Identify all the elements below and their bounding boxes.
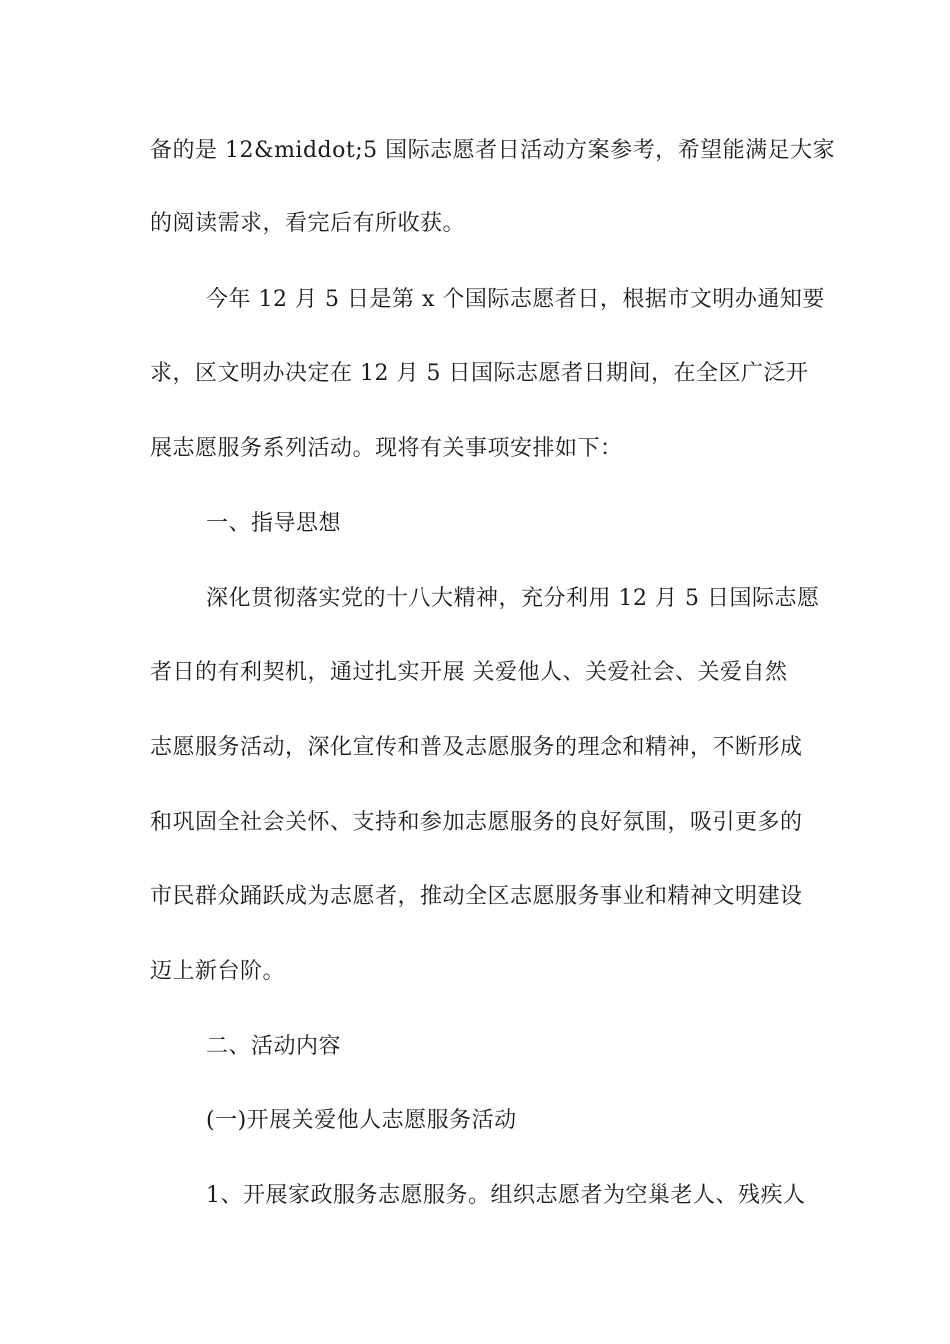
paragraph-2-line-2: 者日的有利契机，通过扎实开展 关爱他人、关爱社会、关爱自然	[150, 660, 788, 685]
paragraph-1-line-2: 求，区文明办决定在 12 月 5 日国际志愿者日期间，在全区广泛开	[150, 361, 809, 386]
section-heading-guiding-ideology: 一、指导思想	[206, 511, 342, 536]
paragraph-2-line-5: 市民群众踊跃成为志愿者，推动全区志愿服务事业和精神文明建设	[150, 884, 803, 909]
intro-line-2: 的阅读需求，看完后有所收获。	[150, 211, 466, 236]
paragraph-2-line-1: 深化贯彻落实党的十八大精神，充分利用 12 月 5 日国际志愿	[206, 586, 820, 611]
paragraph-2-line-4: 和巩固全社会关怀、支持和参加志愿服务的良好氛围，吸引更多的	[150, 810, 803, 835]
list-item-1: 1、开展家政服务志愿服务。组织志愿者为空巢老人、残疾人	[206, 1183, 806, 1208]
paragraph-2-line-6: 迈上新台阶。	[150, 959, 286, 984]
paragraph-1-line-1: 今年 12 月 5 日是第 x 个国际志愿者日，根据市文明办通知要	[206, 287, 825, 312]
paragraph-2-line-3: 志愿服务活动，深化宣传和普及志愿服务的理念和精神，不断形成	[150, 735, 803, 760]
section-heading-activity-content: 二、活动内容	[206, 1034, 342, 1059]
intro-line-1: 备的是 12&middot;5 国际志愿者日活动方案参考，希望能满足大家	[150, 138, 836, 163]
paragraph-1-line-3: 展志愿服务系列活动。现将有关事项安排如下：	[150, 436, 623, 461]
subsection-heading-1: (一)开展关爱他人志愿服务活动	[206, 1108, 517, 1133]
